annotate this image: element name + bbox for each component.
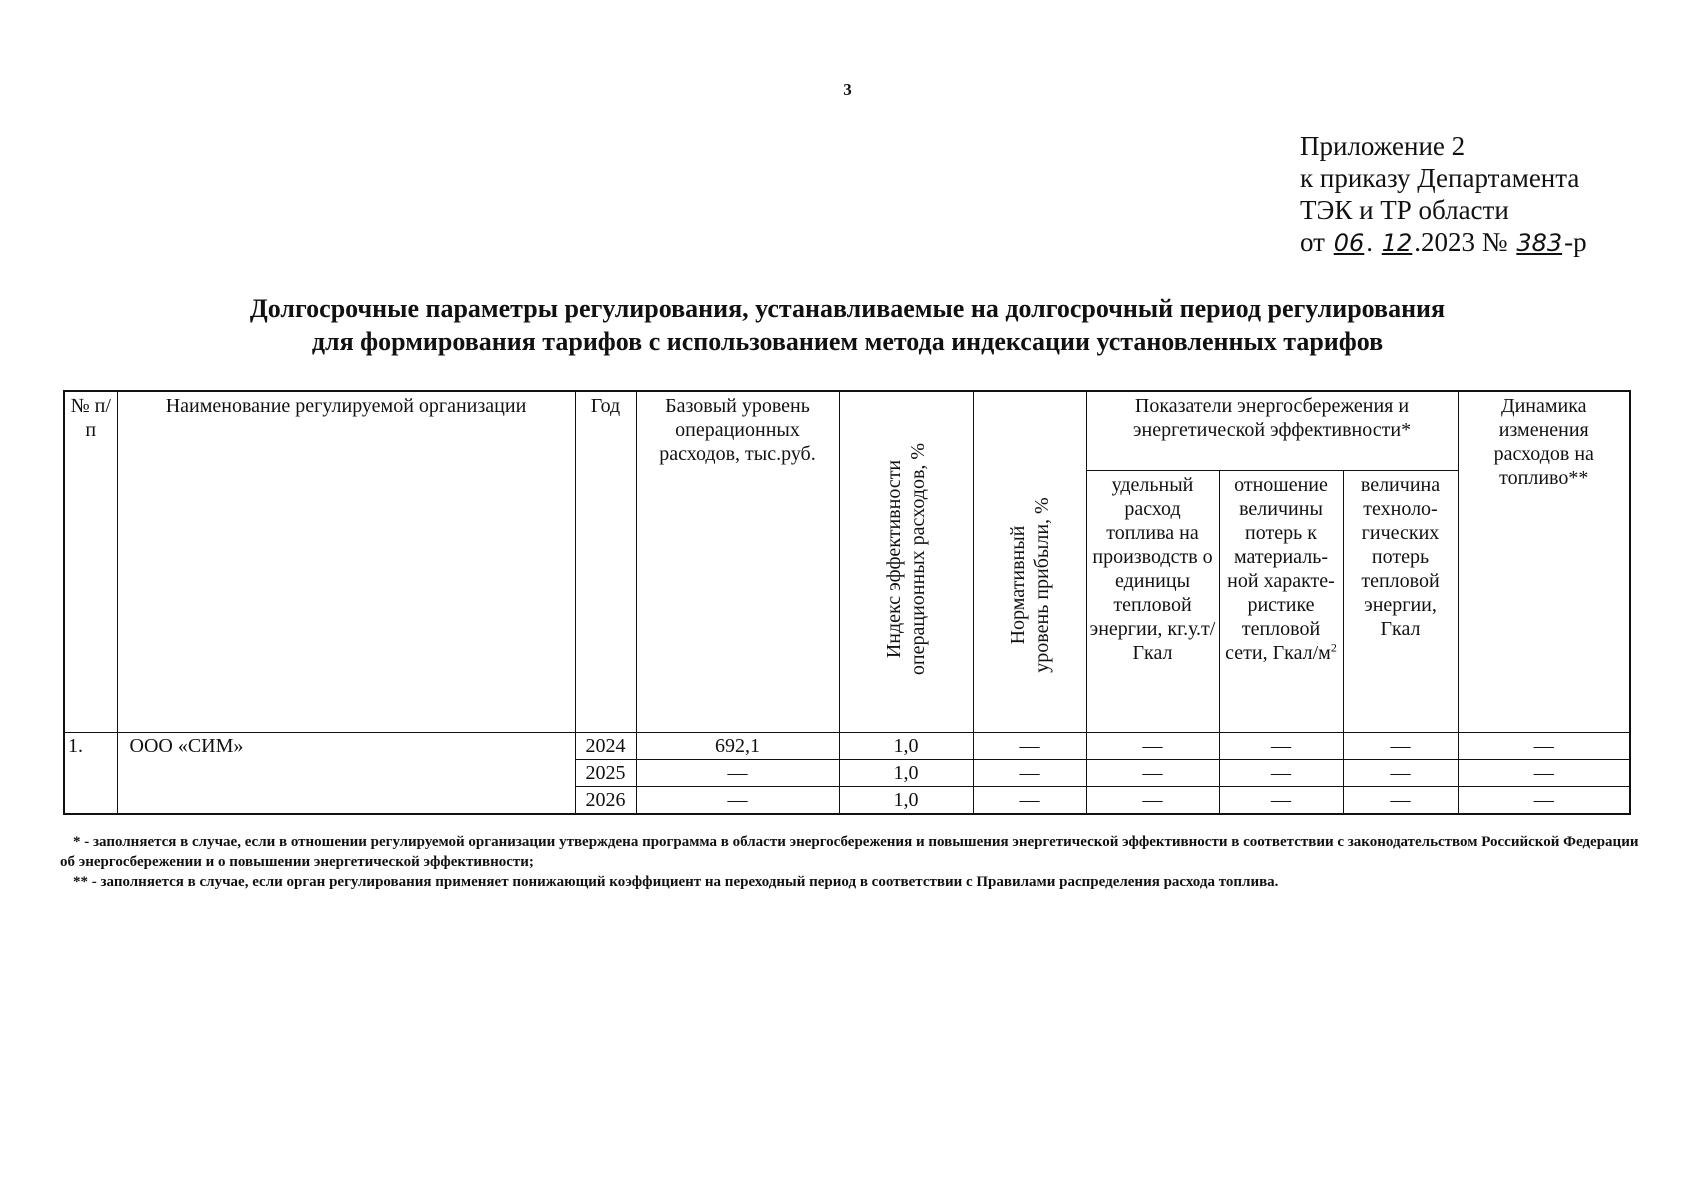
- order-number: 383: [1516, 229, 1563, 257]
- table-row: [64, 733, 1630, 760]
- appendix-block: [1300, 130, 1680, 259]
- cell-specific-fuel: —: [1086, 787, 1219, 815]
- appendix-line-1: Приложение 2: [1300, 131, 1466, 161]
- cell-year: 2024: [575, 733, 636, 760]
- date-day: 06: [1333, 229, 1365, 257]
- cell-profit-level: —: [973, 733, 1086, 760]
- cell-year: 2026: [575, 787, 636, 815]
- cell-loss-ratio: —: [1219, 733, 1343, 760]
- page-number: 3: [843, 80, 852, 99]
- cell-fuel-dynamics: —: [1458, 733, 1630, 760]
- org-name: ООО «СИМ»: [117, 733, 575, 815]
- profit-level-line-1: Нормативный: [1006, 526, 1029, 645]
- appendix-line-2: к приказу Департамента: [1300, 163, 1580, 193]
- cell-efficiency-index: 1,0: [839, 787, 973, 815]
- order-suffix: -р: [1564, 227, 1587, 257]
- cell-fuel-dynamics: —: [1458, 787, 1630, 815]
- header-base-level: Базовый уровень операционных расходов, тыс.руб.: [636, 391, 839, 733]
- date-prefix: от: [1300, 227, 1325, 257]
- date-sep: .: [1366, 227, 1373, 257]
- efficiency-index-line-2: операционных расходов, %: [907, 442, 929, 676]
- cell-profit-level: —: [973, 760, 1086, 787]
- cell-efficiency-index: 1,0: [839, 760, 973, 787]
- profit-level-rotated: [1006, 498, 1054, 673]
- title-line-2: для формирования тарифов с использованием метода индексации установленных тарифов: [311, 327, 1384, 356]
- profit-level-line-2: уровень прибыли, %: [1030, 497, 1053, 674]
- header-tech-losses: величина техноло-гических потерь тепловой энергии, Гкал: [1343, 470, 1458, 732]
- efficiency-index-rotated: [882, 443, 930, 675]
- title-line-1: Долгосрочные параметры регулирования, устанавливаемые на долгосрочный период регулирования: [249, 294, 1446, 323]
- header-energy-group: Показатели энергосбережения и энергетической эффективности*: [1086, 391, 1458, 470]
- cell-profit-level: —: [973, 787, 1086, 815]
- appendix-line-3: ТЭК и ТР области: [1300, 195, 1509, 225]
- header-name: Наименование регулируемой организации: [117, 391, 575, 733]
- header-num: № п/п: [64, 391, 117, 733]
- header-specific-fuel: удельный расход топлива на производств о единицы тепловой энергии, кг.у.т/Гкал: [1086, 470, 1219, 732]
- cell-base-level: —: [636, 760, 839, 787]
- org-number: 1.: [64, 733, 117, 815]
- document-title: [60, 292, 1635, 358]
- efficiency-index-line-1: Индекс эффективности: [883, 459, 905, 659]
- parameters-table: [63, 390, 1631, 815]
- loss-ratio-text: отношение величины потерь к материаль-ной характе-ристике тепловой сети, Гкал/м: [1225, 473, 1335, 664]
- cell-base-level: 692,1: [636, 733, 839, 760]
- header-profit-level: [973, 391, 1086, 733]
- header-efficiency-index: [839, 391, 973, 733]
- header-year: Год: [575, 391, 636, 733]
- cell-efficiency-index: 1,0: [839, 733, 973, 760]
- header-row-1: [64, 391, 1630, 470]
- cell-loss-ratio: —: [1219, 787, 1343, 815]
- appendix-date-line: [1300, 226, 1680, 259]
- footnote-2: ** - заполняется в случае, если орган регулирования применяет понижающий коэффициент на переходный период в соответствии с Правилами распределения расхода топлива.: [73, 874, 1279, 890]
- header-fuel-dynamics: Динамика изменения расходов на топливо**: [1458, 391, 1630, 733]
- footnote-1: * - заполняется в случае, если в отношении регулируемой организации утверждена программа в области энергосбережения и повышения энергетической эффективности в соответствии с законодательством Российской Федерации об энергосбережении и о повышении энергетической эффективности;: [60, 834, 1639, 870]
- date-month: 12: [1381, 229, 1413, 257]
- loss-ratio-superscript: 2: [1330, 640, 1337, 655]
- cell-tech-losses: —: [1343, 760, 1458, 787]
- cell-year: 2025: [575, 760, 636, 787]
- cell-tech-losses: —: [1343, 733, 1458, 760]
- cell-loss-ratio: —: [1219, 760, 1343, 787]
- cell-base-level: —: [636, 787, 839, 815]
- date-year: .2023 №: [1414, 227, 1508, 257]
- cell-specific-fuel: —: [1086, 760, 1219, 787]
- footnotes: [60, 832, 1650, 892]
- header-loss-ratio: [1219, 470, 1343, 732]
- cell-specific-fuel: —: [1086, 733, 1219, 760]
- cell-fuel-dynamics: —: [1458, 760, 1630, 787]
- cell-tech-losses: —: [1343, 787, 1458, 815]
